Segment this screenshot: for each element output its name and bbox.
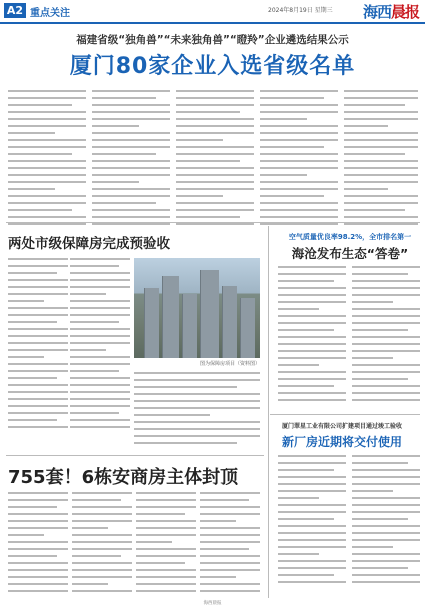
lead-body-col-4 [260, 90, 338, 230]
air-headline: 海沧发布生态“答卷” [291, 246, 409, 261]
housing-body-col-3 [134, 372, 260, 449]
housing-headline: 两处市级保障房完成预验收 [8, 236, 170, 252]
lead-body-col-3 [176, 90, 254, 230]
delivery-body-col-1 [278, 455, 346, 588]
delivery-divider [270, 414, 420, 415]
resettlement-body-col-4 [200, 492, 260, 597]
page-number: A2 [4, 3, 26, 18]
delivery-kicker: 厦门翠星工业有限公司扩建项目通过竣工验收 [281, 423, 402, 430]
lead-headline: 厦门80家企业入选省级名单 [69, 54, 356, 79]
masthead [0, 0, 425, 22]
housing-photo-caption: 图为保障房项目（资料图） [199, 361, 260, 367]
air-body-col-1 [278, 266, 346, 406]
logo-main: 海西 [362, 3, 391, 21]
resettlement-body-col-3 [136, 492, 196, 597]
housing-body-col-1 [8, 258, 68, 433]
lead-body-col-2 [92, 90, 170, 230]
resettlement-body-col-1 [8, 492, 68, 597]
section-divider [6, 222, 420, 223]
section-title: 重点关注 [30, 8, 70, 19]
resettlement-headline: 755套！6栋安商房主体封顶 [8, 467, 239, 488]
dateline: 2024年8月19日 星期三 [268, 7, 333, 14]
lead-body-col-1 [8, 90, 86, 230]
lead-kicker: 福建省级“独角兽”“未来独角兽”“瞪羚”企业遴选结果公示 [76, 34, 349, 46]
delivery-body-col-2 [352, 455, 420, 588]
air-kicker: 空气质量优良率98.2%，全市排名第一 [288, 233, 412, 241]
housing-photo [134, 258, 260, 358]
footer: 海西晨报 [203, 601, 222, 606]
column-divider [268, 226, 269, 598]
lead-body-col-5 [344, 90, 418, 230]
delivery-headline: 新厂房近期将交付使用 [281, 435, 402, 449]
housing-body-col-2 [70, 258, 130, 433]
newspaper-logo [363, 1, 419, 22]
logo-red: 晨报 [390, 3, 419, 21]
resettlement-body-col-2 [72, 492, 132, 597]
resettlement-divider [6, 455, 264, 456]
masthead-rule [0, 22, 425, 24]
air-body-col-2 [352, 266, 420, 406]
